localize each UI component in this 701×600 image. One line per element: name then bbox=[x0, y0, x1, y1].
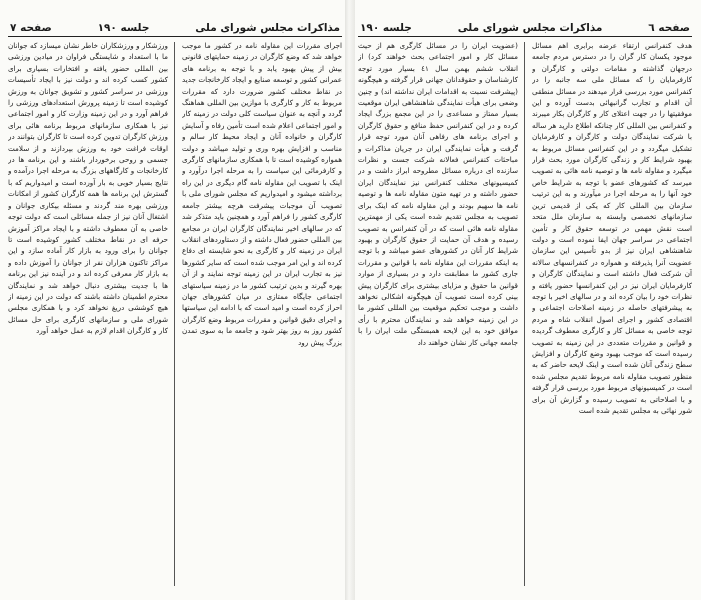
right-page-title: مذاکرات مجلس شورای ملی bbox=[457, 22, 603, 34]
right-page-number: صفحه ٦ bbox=[648, 22, 690, 34]
right-page-session: جلسه ۱۹۰ bbox=[360, 22, 412, 34]
left-page-column-left: ورزشکار و ورزشکاران خاطر نشان میسازد که جوانان ما با استعداد و شایستگی فراوان در میادین ورزشی بین المللی حضور یافته و افتخارات بسیاری برای کشور کسب کرده اند و دولت نیز با ایجاد تأسیسات ورزشی در سراسر کشور و تشویق جوانان به ورزش کوشیده است تا زمینه پرورش استعدادهای ورزشی را فراهم آورد و در این زمینه وزارت کار و امور اجتماعی نیز با همکاری سازمانهای مربوط برنامه هائی برای ورزش کارگران تدوین کرده است تا کارگران بتوانند در اوقات فراغت خود به ورزش بپردازند و از سلامت جسمی و روحی برخوردار باشند و این برنامه ها در کارخانجات و کارگاههای بزرگ به مرحله اجرا درآمده و نتایج بسیار خوبی به بار آورده است و امیدواریم که با گسترش این برنامه ها همه کارگران کشور از امکانات ورزشی بهره مند گردند و مسئله بیکاری جوانان و اشتغال آنان نیز از جمله مسائلی است که دولت توجه خاصی به آن معطوف داشته و با ایجاد مراکز آموزش حرفه ای در نقاط مختلف کشور کوشیده است تا جوانان را برای ورود به بازار کار آماده سازد و این مراکز تاکنون هزاران نفر از جوانان را آموزش داده و به بازار کار معرفی کرده اند و در آینده نیز این برنامه ها با جدیت بیشتری دنبال خواهد شد و نمایندگان محترم اطمینان داشته باشند که دولت در این زمینه از هیچ کوششی دریغ نخواهد کرد و با همکاری مجلس شورای ملی و سازمانهای کارگری برای حل مسائل کار و کارگران اقدام لازم به عمل خواهد آورد bbox=[8, 41, 168, 336]
page-gutter bbox=[345, 0, 355, 600]
right-page-column-left: (عضویت ایران را در مسائل کارگری هم از حیث مسائل کار و امور اجتماعی بحث خواهند کرد) از انقلاب ششم بهمن سال ٤١ بسیار مورد توجه کارشناسان و حقوقدانان جهانی قرار گرفته و هیچگونه (پیشرفت نسبت به اقدامات ایران نداشته اند) و چنین وضعی برای هیأت نمایندگی شاهنشاهی ایران موقعیت بسیار ممتاز و مساعدی را در این مجمع بزرگ ایجاد کرده و در این کنفرانس حفظ منافع و حقوق کارگران و اجرای برنامه های رفاهی آنان مورد توجه قرار گرفت و هیأت نمایندگی ایران در جریان مذاکرات و مباحثات کنفرانس فعالانه شرکت جست و نظرات سازنده ای درباره مسائل مطروحه ابراز داشت و در کمیسیونهای مختلف کنفرانس نیز نمایندگان ایران حضور داشته و در تهیه متون مقاوله نامه ها و توصیه نامه ها سهیم بودند و این مقاوله نامه که اینک برای تصویب به مجلس تقدیم شده است یکی از مهمترین مقاوله نامه هائی است که در آن کنفرانس به تصویب رسیده و هدف آن حمایت از حقوق کارگران و بهبود شرایط کار آنان در کشورهای عضو میباشد و با توجه به اینکه مقررات این مقاوله نامه با قوانین و مقررات جاری کشور ما مطابقت دارد و در بسیاری از موارد قوانین ما حقوق و مزایای بیشتری برای کارگران پیش بینی کرده است تصویب آن هیچگونه اشکالی نخواهد داشت و موجب تحکیم موقعیت بین المللی کشور ما در این زمینه خواهد شد و نمایندگان محترم با رأی موافق خود به این لایحه همبستگی ملت ایران را با جامعه جهانی کار نشان خواهند داد bbox=[358, 41, 518, 347]
right-page-header bbox=[358, 18, 692, 37]
left-page-column-rule bbox=[174, 42, 175, 586]
left-page-column-right: اجرای مقررات این مقاوله نامه در کشور ما موجب خواهد شد که وضع کارگران در زمینه حمایتهای قانونی بیش از پیش بهبود یابد و با توجه به برنامه های عمرانی کشور و توسعه صنایع و ایجاد کارخانجات جدید در نقاط مختلف کشور ضرورت دارد که مقررات مربوط به کار و کارگری با موازین بین المللی هماهنگ گردد و آنچه به عنوان سیاست کلی دولت در زمینه کار و امور اجتماعی اعلام شده است تأمین رفاه و آسایش کارگران و خانواده آنان و ایجاد محیط کار سالم و مناسب و افزایش بهره وری و تولید میباشد و دولت همواره کوشیده است تا با همکاری سازمانهای کارگری و کارفرمائی این سیاست را به مرحله اجرا درآورد و اینک با تصویب این مقاوله نامه گام دیگری در این راه برداشته میشود و امیدواریم که مجلس شورای ملی با تصویب آن موجبات پیشرفت هرچه بیشتر جامعه کارگری کشور را فراهم آورد و همچنین باید متذکر شد که در سالهای اخیر نمایندگان کارگران ایران در مجامع بین المللی حضور فعال داشته و از دستاوردهای انقلاب ایران در زمینه کار و کارگری به نحو شایسته ای دفاع کرده اند و این امر موجب شده است که سایر کشورها نیز به تجارب ایران در این زمینه توجه نمایند و از آن بهره گیرند و بدین ترتیب کشور ما در زمینه سیاستهای اجتماعی جایگاه ممتازی در میان کشورهای جهان احراز کرده است و امید است که با ادامه این سیاستها و اجرای دقیق قوانین و مقررات مربوط وضع کارگران کشور روز به روز بهتر شود و جامعه ما به سوی تمدن بزرگ پیش رود bbox=[182, 41, 342, 347]
left-page-columns bbox=[8, 40, 342, 590]
left-page-number: صفحه ۷ bbox=[10, 22, 52, 34]
left-page-session: جلسه ۱۹۰ bbox=[97, 22, 150, 34]
left-page bbox=[8, 18, 342, 590]
right-page bbox=[358, 18, 692, 590]
right-page-column-right: هدف کنفرانس ارتقاء عرضه برابری اهم مسائل موجود یکسان کار گران را در دسترس مردم جامعه درجهان گذاشته و مقامات دولتی و کارگران و کارفرمایان را که مسائل ملی سه جانبه را در کنفرانس مورد بررسی قرار میدهند در مسائل منطقی آن اقدام و تجارب گرانبهائی بدست آورده و این موفقیتها را در جهت اعتلای کار و کارگران بکار میبرند و کنفرانس بین المللی کار چنانکه اطلاع دارید هر ساله با شرکت نمایندگان دولت و کارگران و کارفرمایان تشکیل میگردد و در این کنفرانس مسائل مربوط به بهبود شرایط کار و زندگی کارگران مورد بحث قرار میگیرد و مقاوله نامه ها و توصیه نامه هائی به تصویب میرسد که کشورهای عضو با توجه به شرایط خاص خود آنها را به مرحله اجرا در میآورند و به این ترتیب سازمان بین المللی کار که یکی از قدیمی ترین سازمانهای تخصصی وابسته به سازمان ملل متحد است نقش مهمی در توسعه حقوق کار و تأمین اجتماعی در سراسر جهان ایفا نموده است و دولت شاهنشاهی ایران نیز از بدو تأسیس این سازمان عضویت آنرا پذیرفته و همواره در کنفرانسهای سالانه آن شرکت فعال داشته است و نمایندگان کارگران و کارفرمایان ایران نیز در این کنفرانسها حضور یافته و نظرات خود را بیان کرده اند و در سالهای اخیر با توجه به پیشرفتهای حاصله در زمینه اصلاحات اجتماعی و اقتصادی کشور و اجرای اصول انقلاب شاه و مردم توجه خاصی به مسائل کار و کارگری معطوف گردیده و قوانین و مقررات متعددی در این زمینه به تصویب رسیده است که موجب بهبود وضع کارگران و افزایش سطح زندگی آنان شده است و اینک لایحه حاضر که به منظور تصویب مقاوله نامه مربوط تقدیم مجلس شده است در کمیسیونهای مربوط مورد بررسی قرار گرفته و با اصلاحاتی به تصویب رسیده و گزارش آن برای شور نهائی به مجلس تقدیم شده است bbox=[532, 41, 692, 415]
right-page-column-rule bbox=[524, 42, 525, 586]
left-page-header bbox=[8, 18, 342, 37]
left-page-title: مذاکرات مجلس شورای ملی bbox=[195, 22, 340, 34]
right-page-columns bbox=[358, 40, 692, 590]
